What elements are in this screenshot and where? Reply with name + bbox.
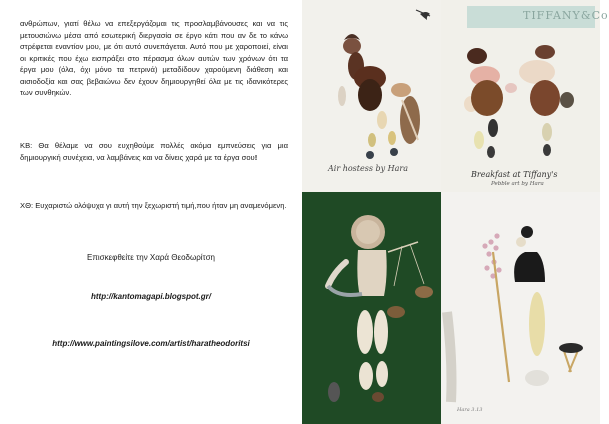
kb-exclamation: ! [254,152,258,162]
photo-scales-figure [302,192,441,424]
paragraph-xth: ΧΘ: Ευχαριστώ ολόψυχα γι αυτή την ξεχωριστή τιμή,που ήταν μη αναμενόμενη. [20,201,287,210]
visit-heading: Επισκεφθείτε την Χαρά Θεοδωρίτση [87,253,215,262]
kb-body: Θα θέλαμε να σου ευχηθούμε πολλές ακόμα εμπνεύσεις για μια δημιουργική συνέχεια, να λαμβάνεις και να δίνεις χαρά με τα έργα σου [20,141,288,162]
paragraph-intro: ανθρώπων, γιατί θέλω να επεξεργάζομαι τις προσλαμβάνουσες και να τις μετουσιώνω μέσα από εσωτερική διεργασία σε έργο κάτι που αν δε το κάνω στρέφεται εναντίον μου, με ότι αυτό συνεπάγεται. Αυτό που με χαροποιεί, είναι οι κριτικές που έχω εισπράξει στο πέρασμα όλων αυτών των χρόνων ότι τα έργα μου (όλα, όχι μόνο τα πετρινά) μεταδίδουν χαρούμενη διάθεση και αισιοδοξία και σας βεβαιώνω δεν έχουν δημιουργηθεί όλα με τις ιδανικότερες των συνθηκών. [20,19,288,97]
photo-breakfast-at-tiffanys [441,0,609,192]
tiffany-brand-text: TIFFANY&Co [523,9,609,22]
article-text-column [0,0,302,424]
kb-prefix: ΚΒ: [20,141,33,150]
photo-parasol-figure [441,192,600,424]
caption-breakfast-sub: Pebble art by Hara [491,181,544,187]
paragraph-kb [20,140,288,163]
caption-breakfast-title: Breakfast at Tiffany's [471,170,558,179]
photo-air-hostess [302,0,441,192]
artist-link[interactable]: http://www.paintingsilove.com/artist/haratheodoritsi [52,339,250,348]
signature-br: Hara 3.13 [457,407,483,413]
blog-link[interactable]: http://kantomagapi.blogspot.gr/ [91,292,211,301]
caption-air-hostess: Air hostess by Hara [328,164,409,173]
